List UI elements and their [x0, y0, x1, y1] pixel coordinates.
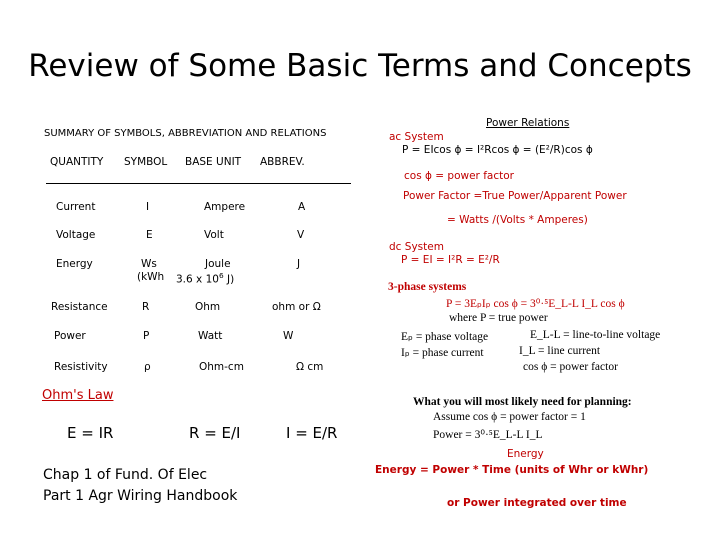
energy-heading: Energy [507, 448, 544, 460]
page-title: Review of Some Basic Terms and Concepts [28, 48, 692, 84]
row-energy-symbol2: (kWh [137, 271, 165, 283]
three-phase-ell: E_L-L = line-to-line voltage [530, 329, 661, 341]
energy-line1: Energy = Power * Time (units of Whr or kWhr) [375, 464, 649, 476]
power-factor-line: cos ϕ = power factor [404, 170, 514, 182]
planning-heading: What you will most likely need for planning: [413, 396, 632, 408]
row-voltage-unit: Volt [204, 229, 224, 241]
row-energy-symbol: Ws [141, 258, 157, 270]
row-resistance-symbol: R [142, 301, 150, 313]
three-phase-ep: Eₚ = phase voltage [401, 331, 489, 343]
row-power-unit: Watt [198, 330, 223, 342]
summary-heading: SUMMARY OF SYMBOLS, ABBREVIATION AND RELATIONS [44, 128, 327, 139]
planning-line1: Assume cos ϕ = power factor = 1 [433, 411, 586, 423]
reference-line2: Part 1 Agr Wiring Handbook [43, 488, 238, 504]
dc-system-equation: P = EI = I²R = E²/R [401, 254, 500, 266]
ac-system-equation: P = EIcos ϕ = I²Rcos ϕ = (E²/R)cos ϕ [402, 144, 593, 156]
row-voltage-quantity: Voltage [56, 229, 96, 241]
row-current-unit: Ampere [204, 201, 246, 213]
three-phase-il: I_L = line current [519, 345, 601, 357]
row-power-symbol: P [143, 330, 150, 342]
row-energy-abbrev: J [297, 258, 301, 270]
three-phase-equation: P = 3EₚIₚ cos ϕ = 3⁰·⁵E_L-L I_L cos ϕ [446, 298, 625, 310]
row-voltage-symbol: E [146, 229, 153, 241]
three-phase-cos: cos ϕ = power factor [523, 361, 618, 373]
row-current-quantity: Current [56, 201, 96, 213]
reference-line1: Chap 1 of Fund. Of Elec [43, 467, 208, 483]
ohms-law-eq3: I = E/R [286, 424, 338, 442]
header-base-unit: BASE UNIT [185, 156, 242, 168]
energy-line2: or Power integrated over time [447, 497, 627, 509]
row-voltage-abbrev: V [297, 229, 305, 241]
power-factor-definition: Power Factor =True Power/Apparent Power [403, 190, 627, 202]
row-power-abbrev: W [283, 330, 294, 342]
planning-line2: Power = 3⁰·⁵E_L-L I_L [433, 429, 543, 441]
row-current-symbol: I [146, 201, 150, 213]
row-energy-unit: Joule [205, 258, 231, 270]
dc-system-label: dc System [389, 241, 444, 253]
ac-system-label: ac System [389, 131, 444, 143]
header-abbrev: ABBREV. [260, 156, 305, 168]
three-phase-where: where P = true power [449, 312, 548, 324]
ohms-law-heading: Ohm's Law [42, 388, 114, 403]
header-divider [46, 183, 351, 184]
header-quantity: QUANTITY [50, 156, 104, 168]
row-resistivity-unit: Ohm-cm [199, 361, 244, 373]
row-current-abbrev: A [298, 201, 306, 213]
row-energy-unit2: 3.6 x $10^6$ J) [176, 271, 235, 286]
ohms-law-eq1: E = IR [67, 424, 114, 442]
ohms-law-eq2: R = E/I [189, 424, 241, 442]
row-resistivity-quantity: Resistivity [54, 361, 108, 373]
three-phase-ip: Iₚ = phase current [401, 347, 484, 359]
header-symbol: SYMBOL [124, 156, 168, 168]
power-factor-units: = Watts /(Volts * Amperes) [447, 214, 588, 226]
row-power-quantity: Power [54, 330, 86, 342]
row-resistivity-abbrev: Ω cm [296, 361, 324, 373]
row-resistance-unit: Ohm [195, 301, 221, 313]
row-resistance-abbrev: ohm or Ω [272, 301, 321, 313]
power-relations-heading: Power Relations [486, 117, 570, 129]
three-phase-heading: 3-phase systems [388, 281, 467, 293]
row-resistivity-symbol: ρ [144, 361, 151, 373]
row-energy-quantity: Energy [56, 258, 93, 270]
row-resistance-quantity: Resistance [51, 301, 108, 313]
